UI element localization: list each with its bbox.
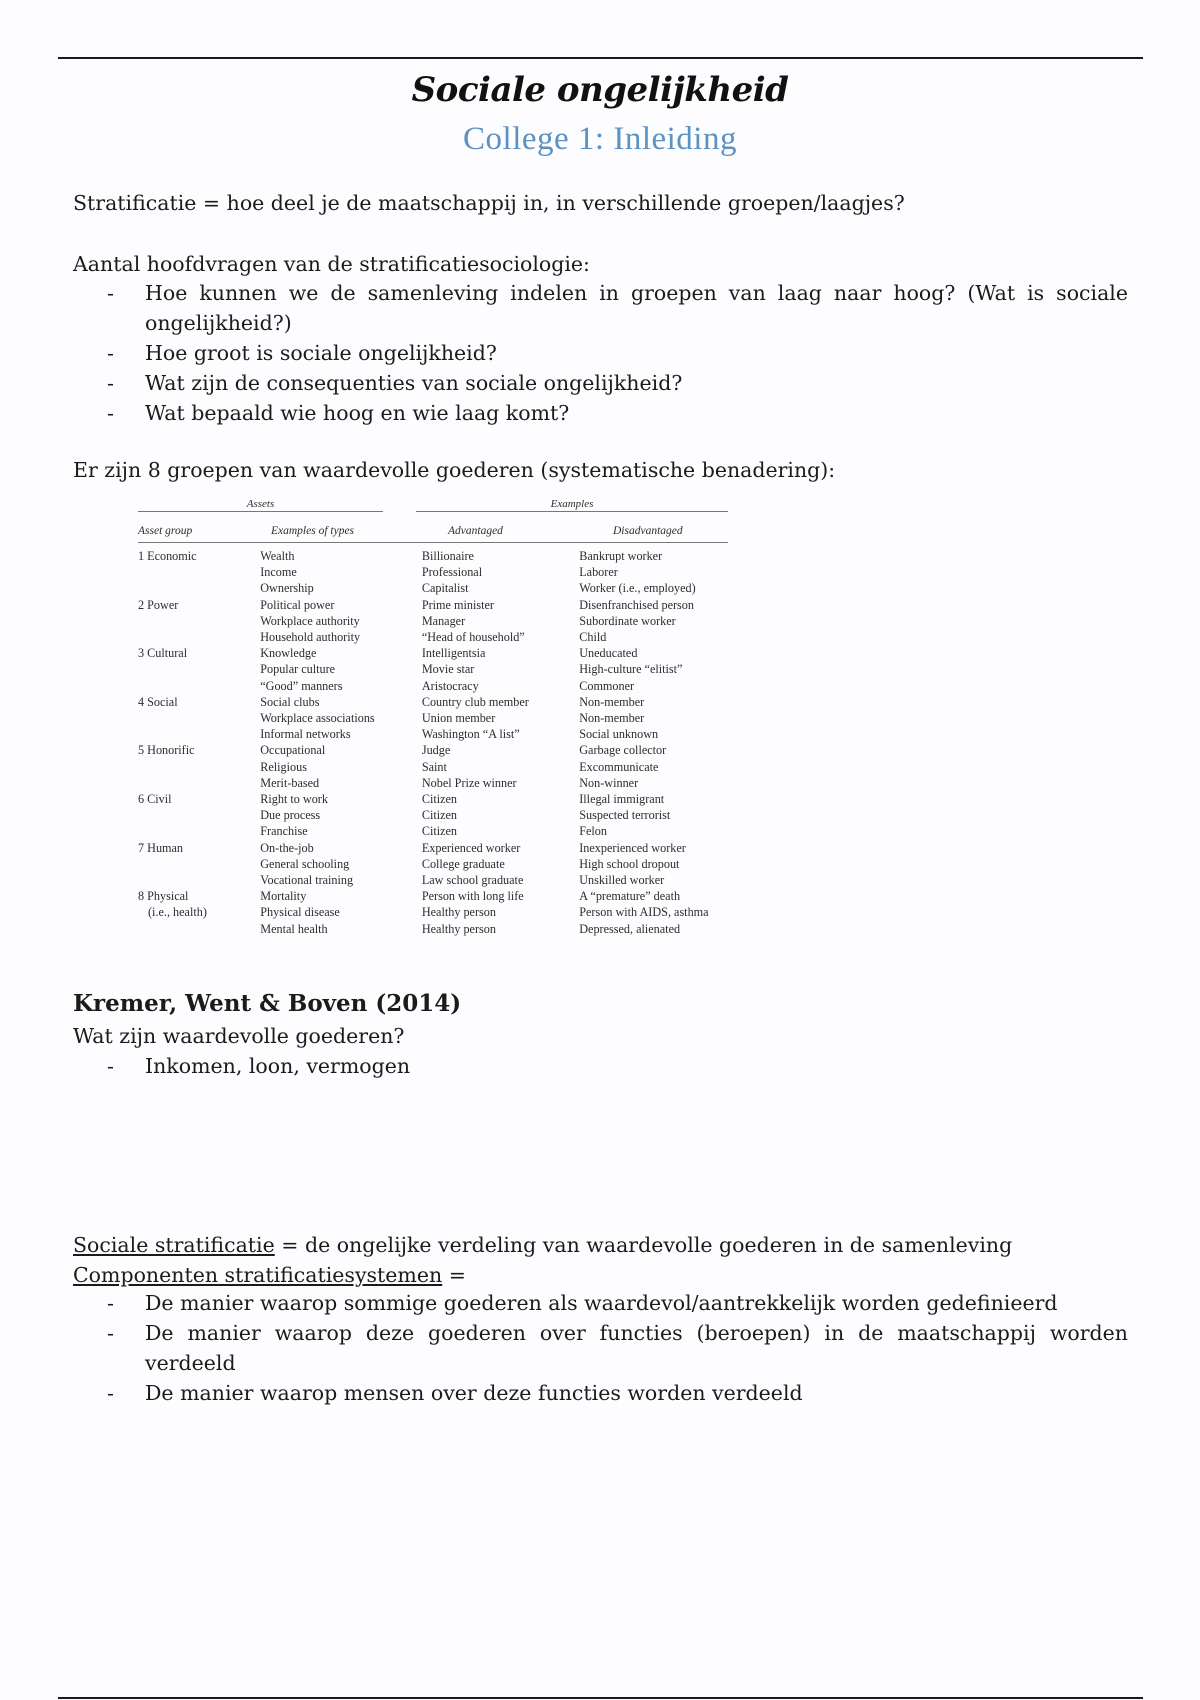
table-cell: Garbage collector [579, 743, 667, 758]
table-group-header: Assets [246, 498, 275, 510]
table-column-header: Asset group [138, 525, 193, 537]
table-cell: Union member [421, 711, 496, 726]
table-row [138, 840, 733, 856]
table-row [138, 645, 733, 661]
table-column-header: Advantaged [448, 525, 503, 537]
table-cell: Depressed, alienated [579, 921, 681, 936]
table-cell [138, 629, 260, 645]
table-cell: 6 Civil [138, 792, 172, 807]
table-cell: Mental health [260, 921, 328, 936]
table-cell [138, 823, 260, 839]
table-cell: (i.e., health) [148, 905, 207, 920]
table-cell: Washington “A list” [421, 727, 520, 742]
table-cell [138, 856, 260, 872]
table-cell: Suspected terrorist [579, 808, 671, 823]
table-cell: Nobel Prize winner [421, 775, 517, 790]
table-cell: Political power [260, 597, 335, 612]
term: Sociale stratificatie [73, 1233, 275, 1257]
table-cell: Ownership [260, 581, 314, 596]
table-cell: 3 Cultural [138, 646, 188, 661]
componenten-heading [73, 1260, 466, 1290]
table-cell: “Head of household” [421, 630, 525, 645]
suffix: = [442, 1263, 466, 1287]
table-cell: Wealth [260, 549, 295, 563]
kremer-question: Wat zijn waardevolle goederen? [73, 1024, 405, 1048]
table-column-header: Disadvantaged [613, 525, 683, 537]
list-item: - Wat bepaald wie hoog en wie laag komt? [73, 398, 1128, 428]
bottom-rule [58, 1697, 1143, 1699]
table-row [138, 597, 733, 613]
table-cell [138, 872, 260, 888]
table-cell: High school dropout [579, 856, 680, 871]
table-cell: Due process [260, 808, 321, 823]
table-cell: Physical disease [260, 905, 340, 920]
table-cell: Inexperienced worker [579, 840, 686, 855]
table-cell: Billionaire [421, 549, 474, 563]
table-cell: 1 Economic [138, 549, 197, 563]
table-row [138, 710, 733, 726]
table-cell: Informal networks [260, 727, 351, 742]
table-cell [138, 661, 260, 677]
asset-table-body [138, 548, 733, 937]
table-row [138, 629, 733, 645]
table-cell: Disenfranchised person [579, 597, 694, 612]
table-cell: Judge [421, 743, 451, 758]
table-cell: 7 Human [138, 840, 184, 855]
table-cell: Vocational training [260, 873, 354, 888]
table-cell: Social unknown [579, 727, 659, 742]
table-cell: Manager [421, 613, 466, 628]
table-row [138, 580, 733, 596]
table-cell: Merit-based [260, 775, 320, 790]
table-cell: Mortality [260, 889, 307, 904]
table-cell: Capitalist [421, 581, 469, 596]
table-cell: “Good” manners [260, 678, 343, 693]
table-row [138, 904, 733, 920]
divider [416, 511, 728, 512]
stratificatie-definition: Stratificatie = hoe deel je de maatschappij in, in verschillende groepen/laagjes? [73, 191, 905, 215]
sociale-stratificatie-definition [73, 1230, 1012, 1260]
hoofdvragen-list [73, 278, 1128, 428]
list-item: - Inkomen, loon, vermogen [73, 1051, 1128, 1081]
table-cell: Movie star [421, 662, 475, 677]
table-cell: Person with long life [421, 889, 524, 904]
page-subtitle: College 1: Inleiding [463, 121, 737, 157]
table-cell: Laborer [579, 565, 618, 580]
table-row [138, 775, 733, 791]
table-row [138, 823, 733, 839]
table-row [138, 678, 733, 694]
table-cell: Household authority [260, 630, 361, 645]
table-cell: Income [260, 565, 297, 580]
list-item: - Hoe groot is sociale ongelijkheid? [73, 338, 1128, 368]
componenten-list [73, 1288, 1128, 1408]
table-cell: Prime minister [421, 597, 494, 612]
list-item: - Hoe kunnen we de samenleving indelen in groepen van laag naar hoog? (Wat is sociale ongelijkheid?) [73, 278, 1128, 338]
table-row [138, 548, 733, 564]
table-cell: Aristocracy [421, 678, 479, 693]
table-row [138, 742, 733, 758]
table-cell [138, 775, 260, 791]
table-cell: College graduate [421, 856, 505, 871]
list-item: - Wat zijn de consequenties van sociale ongelijkheid? [73, 368, 1128, 398]
table-cell: Professional [421, 565, 483, 580]
table-column-header: Examples of types [271, 525, 355, 537]
table-cell: Citizen [421, 808, 458, 823]
table-cell [138, 564, 260, 580]
table-cell: Citizen [421, 792, 458, 807]
table-cell: Right to work [260, 792, 328, 807]
table-cell: Uneducated [579, 646, 638, 661]
table-row [138, 921, 733, 937]
table-cell: Intelligentsia [421, 646, 486, 661]
table-cell: A “premature” death [579, 889, 681, 904]
table-cell: Experienced worker [421, 840, 521, 855]
table-cell: Franchise [260, 824, 308, 839]
table-row [138, 888, 733, 904]
table-cell: Saint [421, 759, 447, 774]
table-cell: Citizen [421, 824, 458, 839]
hoofdvragen-intro: Aantal hoofdvragen van de stratificatiesociologie: [73, 252, 590, 276]
table-cell [138, 580, 260, 596]
table-cell: 2 Power [138, 597, 179, 612]
table-cell: Bankrupt worker [579, 549, 663, 563]
table-cell: Worker (i.e., employed) [579, 581, 696, 596]
table-cell: Law school graduate [421, 873, 524, 888]
table-cell: Illegal immigrant [579, 792, 665, 807]
table-cell: Healthy person [421, 905, 496, 920]
table-cell: Country club member [421, 694, 529, 709]
table-row [138, 759, 733, 775]
table-cell: High-culture “elitist” [579, 662, 683, 677]
term: Componenten stratificatiesystemen [73, 1263, 443, 1287]
table-cell [138, 678, 260, 694]
divider [138, 542, 728, 543]
table-row [138, 791, 733, 807]
table-cell [138, 921, 260, 937]
table-row [138, 807, 733, 823]
table-cell [138, 807, 260, 823]
page-title: Sociale ongelijkheid [411, 70, 789, 110]
table-cell [138, 710, 260, 726]
table-cell: Social clubs [260, 694, 320, 709]
table-row [138, 661, 733, 677]
table-cell: Religious [260, 759, 307, 774]
table-row [138, 872, 733, 888]
table-cell [138, 726, 260, 742]
table-cell: 4 Social [138, 694, 178, 709]
table-cell: General schooling [260, 856, 350, 871]
top-rule [58, 57, 1143, 59]
definition: = de ongelijke verdeling van waardevolle goederen in de samenleving [274, 1233, 1013, 1257]
table-cell: Knowledge [260, 646, 317, 661]
table-cell: Felon [579, 824, 607, 839]
table-cell: Popular culture [260, 662, 336, 677]
table-cell: Non-member [579, 711, 645, 726]
table-cell: Occupational [260, 743, 326, 758]
table-cell: Commoner [579, 678, 635, 693]
table-cell: Excommunicate [579, 759, 659, 774]
table-cell: On-the-job [260, 840, 314, 855]
table-cell: Subordinate worker [579, 613, 676, 628]
table-cell: Unskilled worker [579, 873, 665, 888]
list-item: - De manier waarop sommige goederen als waardevol/aantrekkelijk worden gedefinieerd [73, 1288, 1128, 1318]
groepen-intro: Er zijn 8 groepen van waardevolle goederen (systematische benadering): [73, 458, 836, 482]
asset-groups-table [138, 496, 733, 938]
table-cell: Non-member [579, 694, 645, 709]
table-row [138, 856, 733, 872]
kremer-heading: Kremer, Went & Boven (2014) [73, 990, 462, 1017]
list-item: - De manier waarop deze goederen over functies (beroepen) in de maatschappij worden verdeeld [73, 1318, 1128, 1378]
list-item: - De manier waarop mensen over deze functies worden verdeeld [73, 1378, 1128, 1408]
table-cell: Healthy person [421, 921, 496, 936]
table-cell: 5 Honorific [138, 743, 195, 758]
divider [138, 511, 383, 512]
table-cell: Person with AIDS, asthma [579, 905, 709, 920]
table-row [138, 564, 733, 580]
table-row [138, 613, 733, 629]
table-cell [138, 613, 260, 629]
table-row [138, 726, 733, 742]
table-cell: Child [579, 630, 607, 645]
table-cell: Workplace authority [260, 613, 360, 628]
table-cell [138, 759, 260, 775]
table-group-header: Examples [550, 498, 594, 510]
table-row [138, 694, 733, 710]
table-cell: Workplace associations [260, 711, 375, 726]
table-cell: 8 Physical [138, 889, 189, 904]
table-cell: Non-winner [579, 775, 639, 790]
kremer-list [73, 1051, 1128, 1081]
